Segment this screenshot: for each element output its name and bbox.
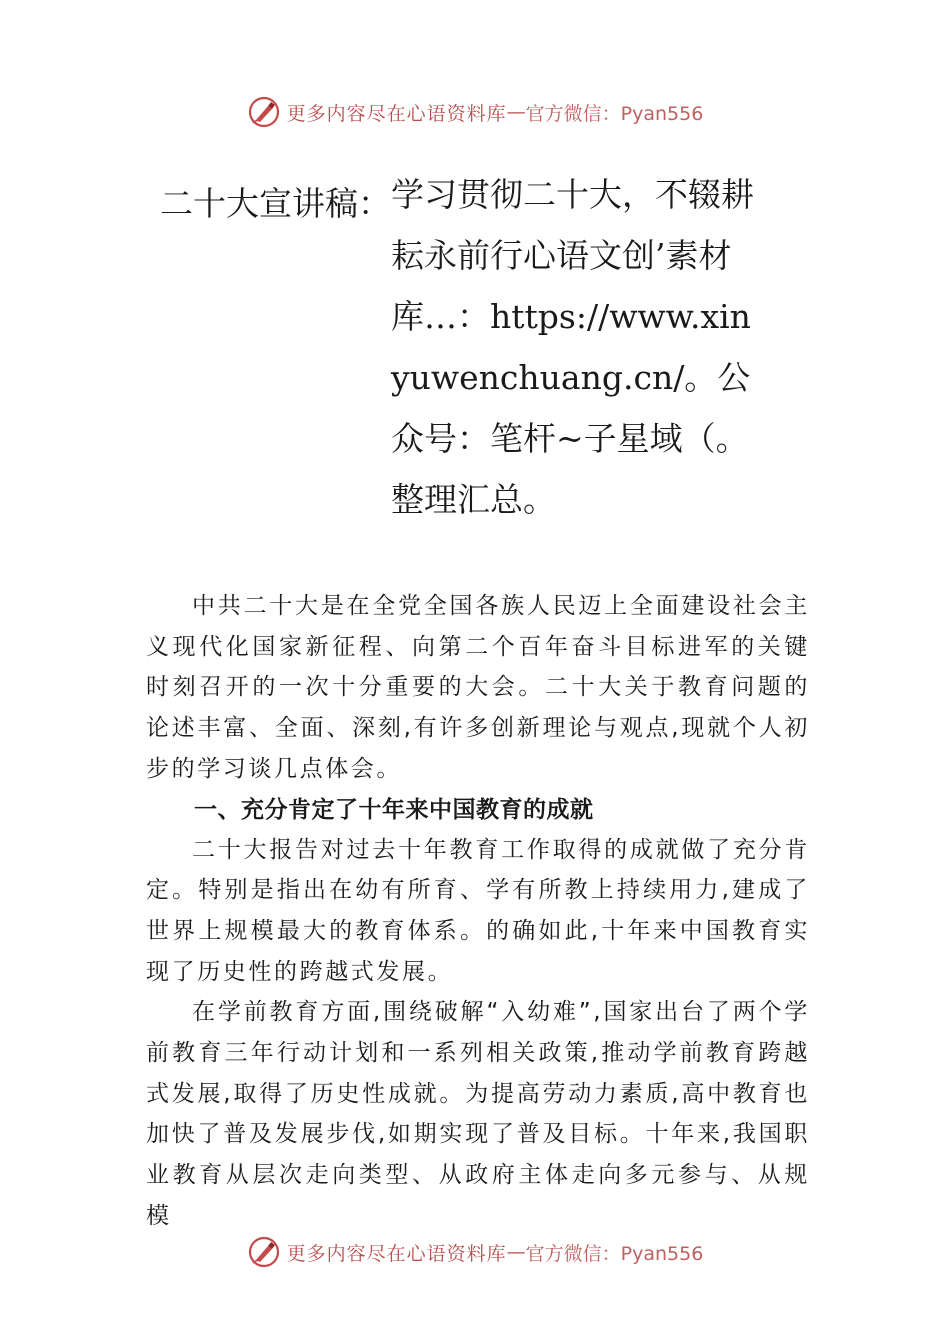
pen-logo-icon [247,95,281,129]
watermark-banner-bottom [0,1232,950,1272]
document-body [146,586,810,1237]
section-heading-1: 一、充分肯定了十年来中国教育的成就 [194,796,594,823]
watermark-text: 更多内容尽在心语资料库 [286,102,507,125]
document-title [160,175,800,530]
watermark-wechat: 官方微信：Pyan556 [525,1242,704,1265]
paragraph-2: 在学前教育方面,围绕破解“入幼难”,国家出台了两个学前教育三年行动计划和一系列相关政策,推动学前教育跨越式发展,取得了历史性成就。为提高劳动力素质,高中教育也加快了普及发展步伐,如期实现了普及目标。十年来,我国职业教育从层次走向类型、从政府主体走向多元参与、从规模 [146,999,810,1229]
watermark-banner-top [0,92,950,132]
title-lead: 二十大宣讲稿： [160,184,391,223]
watermark-text: 更多内容尽在心语资料库 [286,1242,507,1265]
intro-paragraph: 中共二十大是在全党全国各族人民迈上全面建设社会主义现代化国家新征程、向第二个百年奋斗目标进军的关键时刻召开的一次十分重要的大会。二十大关于教育问题的论述丰富、全面、深刻,有许多创新理论与观点,现就个人初步的学习谈几点体会。 [146,593,810,782]
title-rest: 学习贯彻二十大，不辍耕耘永前行心语文创’素材库…：https://www.xinyuwenchuang.cn/。公众号：笔杆~子星域（。整理汇总。 [391,175,754,519]
watermark-separator: — [506,1241,526,1263]
watermark-wechat: 官方微信：Pyan556 [525,102,704,125]
watermark-separator: — [506,101,526,123]
paragraph-1: 二十大报告对过去十年教育工作取得的成就做了充分肯定。特别是指出在幼有所育、学有所教上持续用力,建成了世界上规模最大的教育体系。的确如此,十年来中国教育实现了历史性的跨越式发展。 [146,836,810,985]
pen-logo-icon [247,1235,281,1269]
